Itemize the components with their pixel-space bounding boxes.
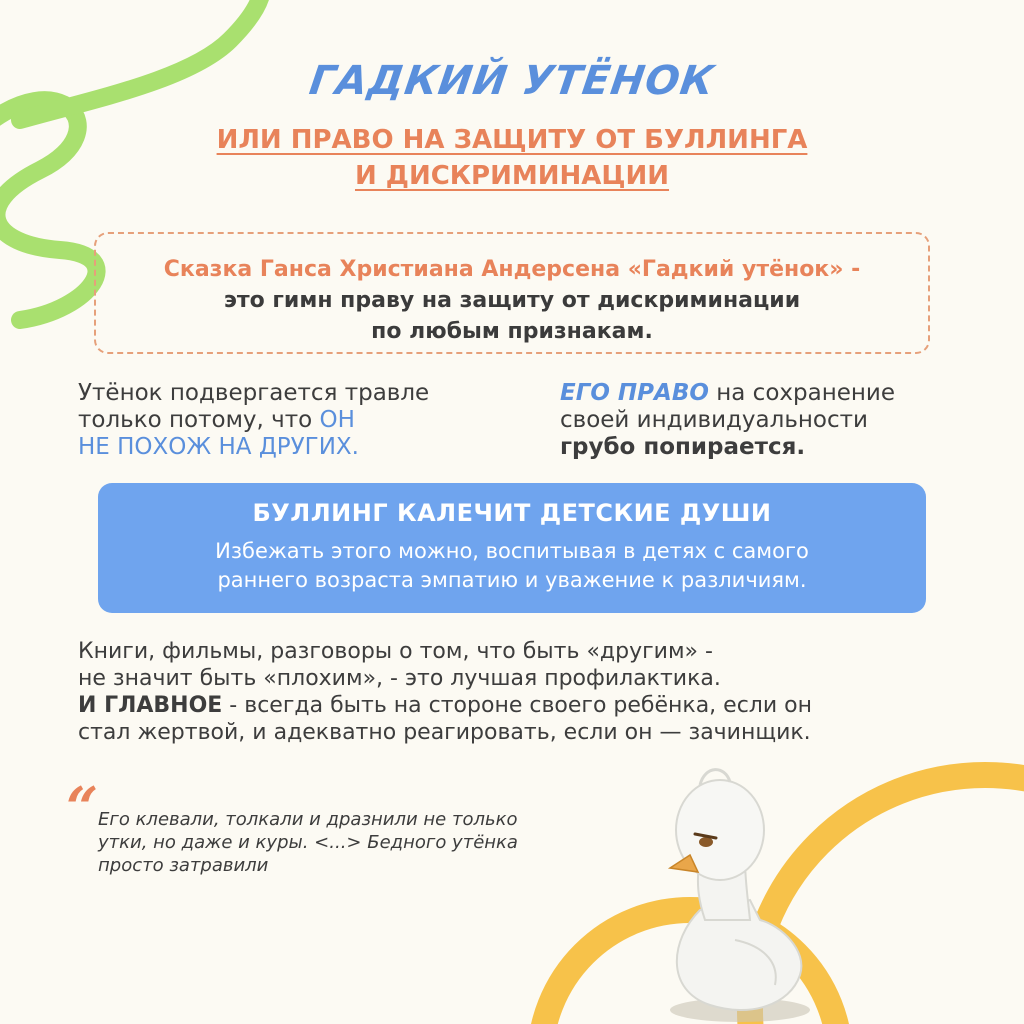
banner-title: БУЛЛИНГ КАЛЕЧИТ ДЕТСКИЕ ДУШИ: [252, 499, 772, 527]
para-line-3-plain: - всегда быть на стороне своего ребёнка, если он: [222, 693, 812, 718]
ugly-duckling-illustration: [640, 760, 810, 1024]
subtitle-line-2: И ДИСКРИМИНАЦИИ: [354, 161, 670, 191]
para-line-3-bold: И ГЛАВНОЕ: [78, 693, 223, 718]
intro-line-3: по любым признакам.: [371, 319, 653, 344]
page-title: ГАДКИЙ УТЁНОК: [306, 58, 718, 104]
banner-line-2: раннего возраста эмпатию и уважение к различиям.: [217, 568, 807, 592]
advice-paragraph: [78, 638, 978, 746]
left-line-2-highlight: ОН: [319, 407, 355, 433]
banner-text: [98, 537, 926, 595]
para-line-4: стал жертвой, и адекватно реагировать, если он — зачинщик.: [78, 720, 811, 745]
bullying-banner: [98, 483, 926, 613]
right-column: [560, 380, 980, 461]
book-quote: [98, 808, 658, 877]
right-line-2: своей индивидуальности: [560, 407, 868, 433]
para-line-1: Книги, фильмы, разговоры о том, что быть «другим» -: [78, 639, 713, 664]
right-line-1-highlight: ЕГО ПРАВО: [560, 380, 709, 406]
quote-mark-icon: “: [66, 775, 99, 841]
page-subtitle: [0, 122, 1024, 194]
quote-line-1: Его клевали, толкали и дразнили не только: [98, 809, 518, 830]
para-line-3: [78, 692, 978, 719]
para-line-2: не значит быть «плохим», - это лучшая профилактика.: [78, 666, 721, 691]
left-line-1: Утёнок подвергается травле: [78, 380, 430, 406]
left-line-3-highlight: НЕ ПОХОЖ НА ДРУГИХ.: [78, 434, 359, 460]
right-line-3: грубо попирается.: [560, 434, 806, 460]
quote-line-3: просто затравили: [98, 855, 269, 876]
quote-line-2: утки, но даже и куры. <...> Бедного утёнка: [98, 832, 518, 853]
left-line-2-plain: только потому, что: [78, 407, 320, 433]
subtitle-line-1: ИЛИ ПРАВО НА ЗАЩИТУ ОТ БУЛЛИНГА: [216, 125, 808, 155]
intro-box: [94, 232, 930, 354]
intro-line-1: Сказка Ганса Христиана Андерсена «Гадкий утёнок» -: [163, 257, 861, 282]
intro-line-2: это гимн праву на защиту от дискриминации: [223, 288, 801, 313]
left-column: [78, 380, 508, 461]
right-line-1: [560, 380, 980, 407]
right-line-1-plain: на сохранение: [708, 380, 896, 406]
left-line-2: [78, 407, 508, 434]
banner-line-1: Избежать этого можно, воспитывая в детях с самого: [215, 539, 809, 563]
